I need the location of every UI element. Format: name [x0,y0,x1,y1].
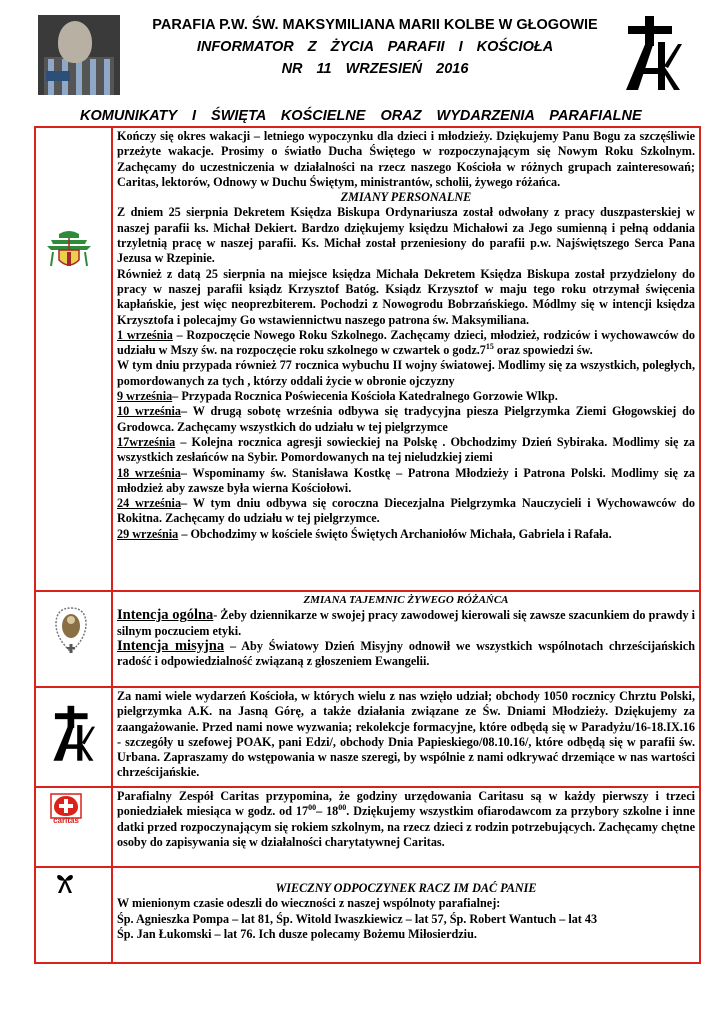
event-text: – Kolejna rocznica agresji sowieckiej na Polskę . Obchodzimy Dzień Sybiraka. Modlimy się za wszystkich zesłańców na Sybir. Pomordowanych na tej nieludzkiej ziemi [117,434,695,465]
rosary-title: ZMIANA TAJEMNIC ŻYWEGO RÓŻAŃCA [303,594,509,606]
deceased-intro: W mienionym czasie odeszli do wieczności z naszej wspólnoty parafialnej: [117,896,501,911]
event-text: – Wspominamy św. Stanisława Kostkę – Patrona Młodzieży i Patrona Polski. Modlimy się za młodzież aby zawsze była wierna Kościołowi. [117,465,696,495]
missionary-intention [117,639,695,670]
bishop-coat-of-arms-icon [45,230,93,274]
event-date: 18 września [117,465,181,480]
deceased-title: WIECZNY ODPOCZYNEK RACZ IM DAĆ PANIE [275,881,537,895]
informator-title: INFORMATOR Z ŻYCIA PARAFII I KOŚCIOŁA [196,39,554,55]
event-sep-29 [117,527,695,542]
section-title: KOMUNIKATY I ŚWIĘTA KOŚCIELNE ORAZ WYDARZENIA PARAFIALNE [80,108,642,124]
announcement-block-caritas [35,787,700,867]
event-date: 24 września [117,496,182,511]
announcement-block-rosary [35,591,700,687]
parish-name: PARAFIA P.W. ŚW. MAKSYMILIANA MARII KOLBE W GŁOGOWIE [152,17,598,33]
event-text: – W tym dniu odbywa się coroczna Diecezjalna Pielgrzymka Nauczycieli i Wychowawców do Rokitna. Zachęcamy do udziału w tej pielgrzymce. [117,496,696,526]
mourning-ribbon-icon [54,872,76,894]
deceased-text [112,867,700,963]
deceased-names-1: Śp. Agnieszka Pompa – lat 81, Śp. Witold Iwaszkiewicz – lat 57, Śp. Robert Wantuch – lat 43 [117,911,598,926]
event-date: 1 września [117,327,173,342]
event-date: 9 września [117,389,173,404]
general-announcements-text [112,127,700,591]
intention-label: Intencja misyjna [117,637,225,654]
rosary-picture-icon [52,606,90,654]
ak-header-logo-icon [620,14,682,94]
personnel-changes-title: ZMIANY PERSONALNE [340,190,472,205]
rosary-text [112,591,700,687]
caritas-logo-label: caritas [53,816,79,825]
caritas-text-part2: . Dziękujemy wszystkim ofiarodawcom za przybory szkolne i inne datki przed rozpoczynającym się rokiem szkolnym, na rzecz dzieci z rodzin potrzebujących. Zachęcamy chętne osoby do zapisywania się w działalności charytatywnej Caritas. [117,804,696,849]
announcement-block-ak [35,687,700,787]
event-text: – Rozpoczęcie Nowego Roku Szkolnego. Zachęcamy dzieci, młodzież, rodziców i wychowawców do udziału w Mszy św. na rozpoczęcie roku szkolnego w czwartek o godz.7 [117,327,695,358]
ak-text: Za nami wiele wydarzeń Kościoła, w których wielu z nas wzięło udział; obchody 1050 rocznicy Chrztu Polski, pielgrzymka A.K. na Jasną Górę, a także działania związane ze Św. Dniami Młodzieży. Dziękujemy za zaangażowanie. Przed nami nowe wyzwania; rekolekcje formacyjne, które odbędą się w Paradyżu/16-18.IX.16 - szczegóły u szefowej POAK, pani Edzi/, obchody Dnia Papieskiego/08.10.16/, które odbędą się w parafii św. Urbana. Zapraszamy do wstępowania w nasze szeregi, by wspólnie z nami odkrywać drzemiące w nas wartości chrześcijańskie. [112,687,700,787]
vacation-paragraph: Kończy się okres wakacji – letniego wypoczynku dla dzieci i młodzieży. Dziękujemy Panu Bogu za szczęśliwie przeżyte wakacje. Prosimy o światło Ducha Świętego w rozpoczynającym się Nowym Roku Szkolnym. Zachęcamy do uczestniczenia w działalności na rzecz naszego Kościoła w różnych grupach zainteresowań; Caritas, lektorów, Odnowy w Duchu Świętym, ministrantów, scholii, żywego różańca. [117,129,695,189]
announcement-block-deceased [35,867,700,963]
event-sep-17 [117,435,695,466]
event-text-tail: oraz spowiedzi św. [493,343,593,358]
event-sep-10 [117,404,695,435]
announcements-table [34,126,701,964]
caritas-text [112,787,700,867]
event-text: – W drugą sobotę września odbywa się tradycyjna piesza Pielgrzymka Ziemi Głogowskiej do Grodowca. Zachęcamy wszystkich do udziału w tej pielgrzymce [117,404,696,434]
event-text: – Przypada Rocznica Poświecenia Kościoła Katedralnego Gorzowie Wlkp. [172,389,558,404]
time-superscript: 00 [338,803,347,813]
caritas-logo-icon [48,792,84,832]
personnel-paragraph-2: Również z datą 25 sierpnia na miejsce księdza Michała Dekretem Księdza Biskupa został przydzielony do pracy w naszej parafii ksiądz Krzysztof Batóg. Ksiądz Krzysztof w maju tego roku otrzymał święcenia kapłańskie, jest więc neoprezbiterem. Pochodzi z Nowogrodu Bobrzańskiego. Módlmy się w intencji księdza Krzysztofa i polecajmy Go wstawiennictwu naszego patrona św. Maksymiliana. [117,266,695,327]
time-superscript: 15 [485,342,494,352]
saint-maximilian-photo [38,15,120,95]
caritas-text-mid: – 18 [316,804,339,819]
intention-text: - Żeby dziennikarze w swojej pracy zawodowej kierowali się zawsze szacunkiem do prawdy i silnym poczuciem etyki. [117,608,695,638]
deceased-names-2: Śp. Jan Łukomski – lat 76. Ich dusze polecamy Bożemu Miłosierdziu. [117,926,477,941]
personnel-paragraph-1: Z dniem 25 sierpnia Dekretem Księdza Biskupa Ordynariusza został odwołany z pracy duszpasterskiej w naszej parafii ks. Michał Dekiert. Bardzo dziękujemy księdzu Michałowi za Jego sumienną i pełną oddania trzyletnią pracę w naszej parafii. Ks. Michał został przeniesiony do parafii p.w. Najświętszego Serca Pana Jezusa w Rzepinie. [117,205,695,266]
issue-number: NR 11 WRZESIEŃ 2016 [281,61,469,77]
event-sep-9 [117,389,695,404]
event-sep-24 [117,496,695,527]
event-sep-18 [117,466,695,497]
ak-logo-icon [49,704,95,764]
event-date: 10 września [117,404,182,419]
event-date: 17września [117,434,176,449]
intention-label: Intencja ogólna [117,607,214,624]
event-date: 29 września [117,526,179,541]
general-intention [117,608,695,639]
intention-text: – Aby Światowy Dzień Misyjny odnowił we wszystkich wspólnotach chrześcijańskich radość i odpowiedzialność związaną z głoszeniem Ewangelii. [117,638,695,669]
event-text: – Obchodzimy w kościele święto Świętych Archaniołów Michała, Gabriela i Rafała. [178,526,612,541]
ww2-anniversary-paragraph: W tym dniu przypada również 77 rocznica wybuchu II wojny światowej. Modlimy się za wszystkich, poległych, pomordowanych za tych , którzy oddali życie w obronie ojczyzny [117,358,695,388]
announcement-block-general [35,127,700,591]
event-sep-1 [117,328,695,359]
time-superscript: 00 [308,803,317,813]
caritas-text-part1: Parafialny Zespół Caritas przypomina, że godziny urzędowania Caritasu są w każdy pierwszy i trzeci poniedziałek miesiąca w godz. od 17 [117,789,695,819]
